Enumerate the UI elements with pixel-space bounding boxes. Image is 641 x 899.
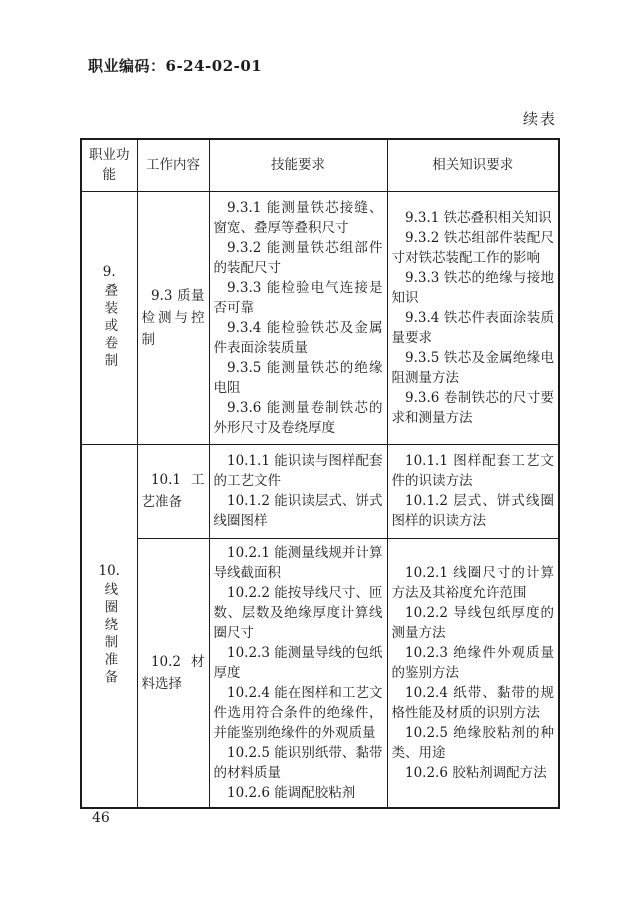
skill-item: 10.2.1 能测量线规并计算导线截面积: [213, 544, 383, 581]
function-number: 9.: [102, 263, 116, 280]
column-header-knowledge: 相关知识要求: [387, 139, 559, 191]
skill-item: 9.3.5 能测量铁芯的绝缘电阻: [213, 359, 383, 396]
knowledge-item: 10.1.2 层式、饼式线圈图样的识读方法: [391, 493, 554, 529]
skill-item: 10.1.1 能识读与图样配套的工艺文件: [213, 453, 383, 489]
knowledge-item: 10.2.5 绝缘胶粘剂的种类、用途: [391, 724, 554, 761]
column-header-function: 职业功能: [81, 139, 137, 191]
function-cell-10: [81, 444, 137, 808]
work-content-text: 10.1 工艺准备: [141, 472, 205, 510]
table-row-10-2: [81, 538, 559, 808]
column-header-skills: 技能要求: [209, 139, 387, 191]
skill-item: 9.3.4 能检验铁芯及金属件表面涂装质量: [213, 319, 383, 356]
knowledge-cell-10-1: [387, 444, 559, 538]
knowledge-item: 10.2.4 纸带、黏带的规格性能及材质的识别方法: [391, 684, 554, 721]
knowledge-cell-10-2: [387, 538, 559, 808]
page-number: 46: [92, 810, 110, 826]
skill-item: 10.2.4 能在图样和工艺文件选用符合条件的绝缘件，并能鉴别绝缘件的外观质量: [213, 684, 383, 741]
knowledge-item: 10.2.3 绝缘件外观质量的鉴别方法: [391, 644, 554, 681]
knowledge-item: 9.3.5 铁芯及金属绝缘电阻测量方法: [391, 349, 554, 386]
function-number: 10.: [98, 563, 120, 579]
knowledge-item: 9.3.4 铁芯件表面涂装质量要求: [391, 309, 554, 346]
knowledge-item: 9.3.3 铁芯的绝缘与接地知识: [391, 269, 554, 306]
skill-item: 9.3.2 能测量铁芯组部件的装配尺寸: [213, 239, 383, 276]
skills-cell-10-2: [209, 538, 387, 808]
work-content-cell-9-3: [137, 191, 209, 444]
knowledge-item: 10.2.1 线圈尺寸的计算方法及其裕度允许范围: [391, 564, 554, 601]
knowledge-item: 10.2.6 胶粘剂调配方法: [405, 764, 547, 781]
function-name: 线圈绕制准备: [101, 582, 118, 687]
skills-cell-10-1: [209, 444, 387, 538]
skills-cell-9-3: [209, 191, 387, 444]
table-row-10-1: [81, 444, 559, 538]
continued-table-note: 续表: [522, 110, 557, 128]
occupational-standard-table: [80, 138, 560, 809]
table-row-9-3: [81, 191, 559, 444]
knowledge-item: 9.3.6 卷制铁芯的尺寸要求和测量方法: [391, 389, 554, 426]
skill-item: 10.1.2 能识读层式、饼式线圈图样: [213, 493, 383, 529]
skill-item: 10.2.2 能按导线尺寸、匝数、层数及绝缘厚度计算线圈尺寸: [213, 584, 383, 641]
skill-item: 10.2.5 能识别纸带、黏带的材料质量: [213, 744, 383, 781]
occupation-code: 职业编码：6-24-02-01: [88, 57, 263, 75]
work-content-cell-10-1: [137, 444, 209, 538]
skill-item: 10.2.3 能测量导线的包纸厚度: [213, 644, 383, 681]
skill-item: 9.3.1 能测量铁芯接缝、窗宽、叠厚等叠积尺寸: [213, 199, 383, 236]
skill-item: 9.3.3 能检验电气连接是否可靠: [213, 279, 383, 316]
knowledge-cell-9-3: [387, 191, 559, 444]
work-content-text: 10.2 材料选择: [141, 653, 205, 692]
table-header-row: [81, 139, 559, 191]
skill-item: 9.3.6 能测量卷制铁芯的外形尺寸及卷绕厚度: [213, 399, 383, 436]
skill-item: 10.2.6 能调配胶粘剂: [227, 784, 356, 801]
knowledge-item: 10.2.2 导线包纸厚度的测量方法: [391, 604, 554, 641]
knowledge-item: 10.1.1 图样配套工艺文件的识读方法: [391, 453, 554, 489]
knowledge-item: 9.3.2 铁芯组部件装配尺寸对铁芯装配工作的影响: [391, 229, 554, 266]
work-content-cell-10-2: [137, 538, 209, 808]
column-header-work-content: 工作内容: [137, 139, 209, 191]
work-content-text: 9.3 质量检测与控制: [141, 287, 205, 348]
knowledge-item: 9.3.1 铁芯叠积相关知识: [405, 209, 552, 226]
function-cell-9: [81, 191, 137, 444]
function-name: 叠装或卷制: [101, 282, 118, 371]
